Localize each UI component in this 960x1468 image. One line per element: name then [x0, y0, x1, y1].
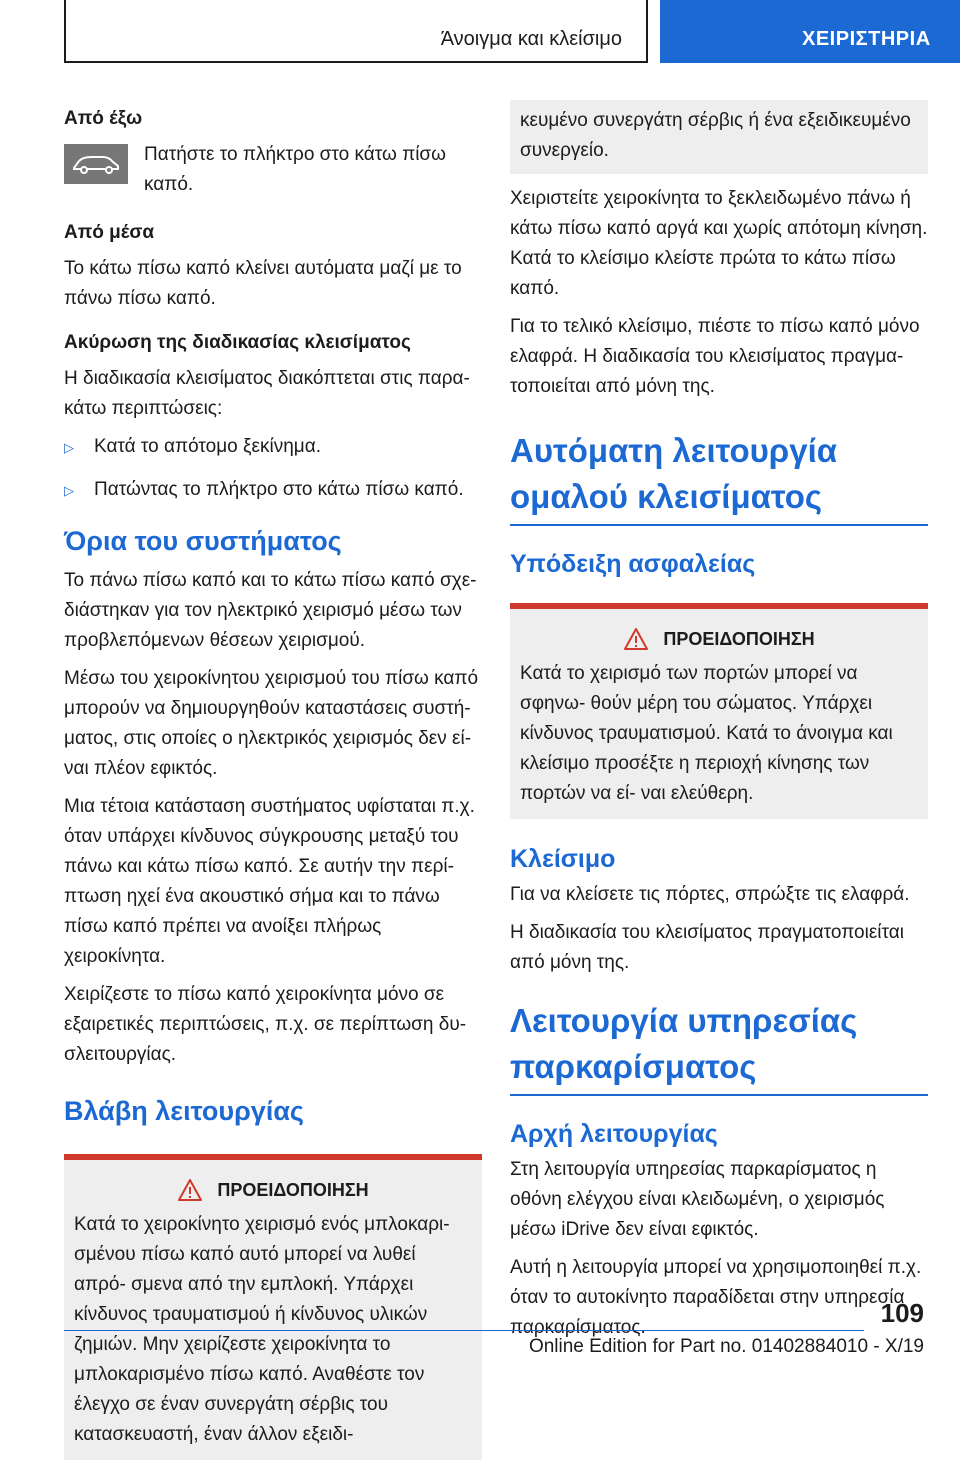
warning-triangle-icon [623, 627, 649, 651]
paragraph: Αυτή η λειτουργία μπορεί να χρησιμοποιηθεί π.χ. όταν το αυτοκίνητο παραδίδεται στην υπηρεσία παρκαρίσματος. [510, 1257, 922, 1338]
paragraph: Η διαδικασία του κλεισίματος πραγματοποιείται από μόνη της. [510, 922, 904, 973]
inside-heading: Από μέσα [64, 222, 155, 243]
warning-continued-text: κευμένο συνεργάτη σέρβις ή ένα εξειδικευμένο συνεργείο. [520, 110, 911, 161]
chapter-title: ΧΕΙΡΙΣΤΗΡΙΑ [660, 0, 960, 63]
warning-box [510, 603, 928, 819]
list-item: ▷ Κατά το απότομο ξεκίνημα. [64, 432, 482, 463]
limits-paragraph: Το πάνω πίσω καπό και το κάτω πίσω καπό σχε- διάστηκαν για τον ηλεκτρικό χειρισμό μέσω των προβλεπόμενων θέσεων χειρισμού. [64, 570, 477, 651]
warning-label: ΠΡΟΕΙΔΟΠΟΙΗΣΗ [217, 1179, 369, 1200]
section-title: Άνοιγμα και κλείσιμο [440, 28, 622, 50]
paragraph: Χειριστείτε χειροκίνητα το ξεκλειδωμένο πάνω ή κάτω πίσω καπό αργά και χωρίς απότομη κίνηση. Κατά το κλείσιμο κλείστε πρώτα το κάτω πίσω καπό. [510, 188, 928, 299]
cancel-text: Η διαδικασία κλεισίματος διακόπτεται στις παρα- κάτω περιπτώσεις: [64, 368, 470, 419]
warning-continued-box [510, 100, 928, 174]
triangle-bullet-icon: ▷ [64, 440, 74, 455]
paragraph: Στη λειτουργία υπηρεσίας παρκαρίσματος η οθόνη ελέγχου είναι κλειδωμένη, ο χειρισμός μέσω iDrive δεν είναι εφικτός. [510, 1159, 885, 1240]
warning-title [74, 1178, 472, 1202]
limits-paragraph: Μέσω του χειροκίνητου χειρισμού του πίσω καπό μπορούν να δημιουργηθούν καταστάσεις συστή- ματος, στις οποίες ο ηλεκτρικός χειρισμός δεν εί- ναι πλέον εφικτός. [64, 668, 479, 779]
close-heading: Κλείσιμο [510, 845, 616, 873]
limits-paragraph: Χειρίζεστε το πίσω καπό χειροκίνητα μόνο σε εξαιρετικές περιπτώσεις, π.χ. σε περίπτωση δυ- σλειτουργίας. [64, 984, 467, 1065]
safety-heading: Υπόδειξη ασφαλείας [510, 550, 756, 578]
principle-heading: Αρχή λειτουργίας [510, 1120, 718, 1148]
cancel-list [64, 432, 482, 506]
header-box [64, 0, 648, 63]
warning-title [520, 627, 918, 651]
warning-triangle-icon [177, 1178, 203, 1202]
paragraph: Για να κλείσετε τις πόρτες, σπρώξτε τις ελαφρά. [510, 884, 910, 905]
warning-text: Κατά το χειροκίνητο χειρισμό ενός μπλοκαρι- σμένου πίσω καπό αυτό μπορεί να λυθεί απρό- σμενα από την εμπλοκή. Υπάρχει κίνδυνος τραυματισμού ή κίνδυνος υλικών ζημιών. Μην χειρίζεστε χειροκίνητα το μπλοκαρισμένο πίσω καπό. Αναθέστε τον έλεγχο σε έναν συνεργάτη σέρβις του κατασκευαστή, έναν άλλον εξειδι- [74, 1214, 450, 1445]
outside-heading: Από έξω [64, 108, 143, 129]
fault-heading: Βλάβη λειτουργίας [64, 1096, 304, 1126]
edition-text: Online Edition for Part no. 01402884010 - X/19 [528, 1336, 924, 1357]
paragraph: Για το τελικό κλείσιμο, πιέστε το πίσω καπό μόνο ελαφρά. Η διαδικασία του κλεισίματος πραγμα- τοποιείται από μόνη της. [510, 316, 920, 397]
car-rear-icon [64, 144, 128, 184]
warning-box [64, 1154, 482, 1460]
page-number: 109 [880, 1298, 924, 1328]
warning-label: ΠΡΟΕΙΔΟΠΟΙΗΣΗ [663, 628, 815, 649]
right-column [510, 100, 928, 1351]
footer-divider [64, 1330, 864, 1331]
list-item: ▷ Πατώντας το πλήκτρο στο κάτω πίσω καπό. [64, 475, 482, 506]
limits-heading: Όρια του συστήματος [64, 526, 342, 556]
parking-heading: Λειτουργία υπηρεσίας παρκαρίσματος [510, 998, 928, 1096]
outside-text: Πατήστε το πλήκτρο στο κάτω πίσω καπό. [144, 144, 446, 195]
cancel-heading: Ακύρωση της διαδικασίας κλεισίματος [64, 332, 411, 353]
limits-paragraph: Μια τέτοια κατάσταση συστήματος υφίσταται π.χ. όταν υπάρχει κίνδυνος σύγκρουσης μεταξύ του πάνω και κάτω πίσω καπό. Σε αυτήν την περί- πτωση ηχεί ένα ακουστικό σήμα και το πάνω πίσω καπό πρέπει να ανοίξει πλήρως χειροκίνητα. [64, 796, 475, 967]
left-column [64, 100, 482, 1468]
auto-close-heading: Αυτόματη λειτουργία ομαλού κλεισίματος [510, 428, 928, 526]
warning-text: Κατά το χειρισμό των πορτών μπορεί να σφηνω- θούν μέρη του σώματος. Υπάρχει κίνδυνος τραυματισμού. Κατά το άνοιγμα και κλείσιμο προσέξτε η περιοχή κίνησης των πορτών να εί- ναι ελεύθερη. [520, 663, 893, 804]
triangle-bullet-icon: ▷ [64, 483, 74, 498]
inside-text: Το κάτω πίσω καπό κλείνει αυτόματα μαζί με το πάνω πίσω καπό. [64, 258, 462, 309]
outside-row [64, 140, 482, 200]
